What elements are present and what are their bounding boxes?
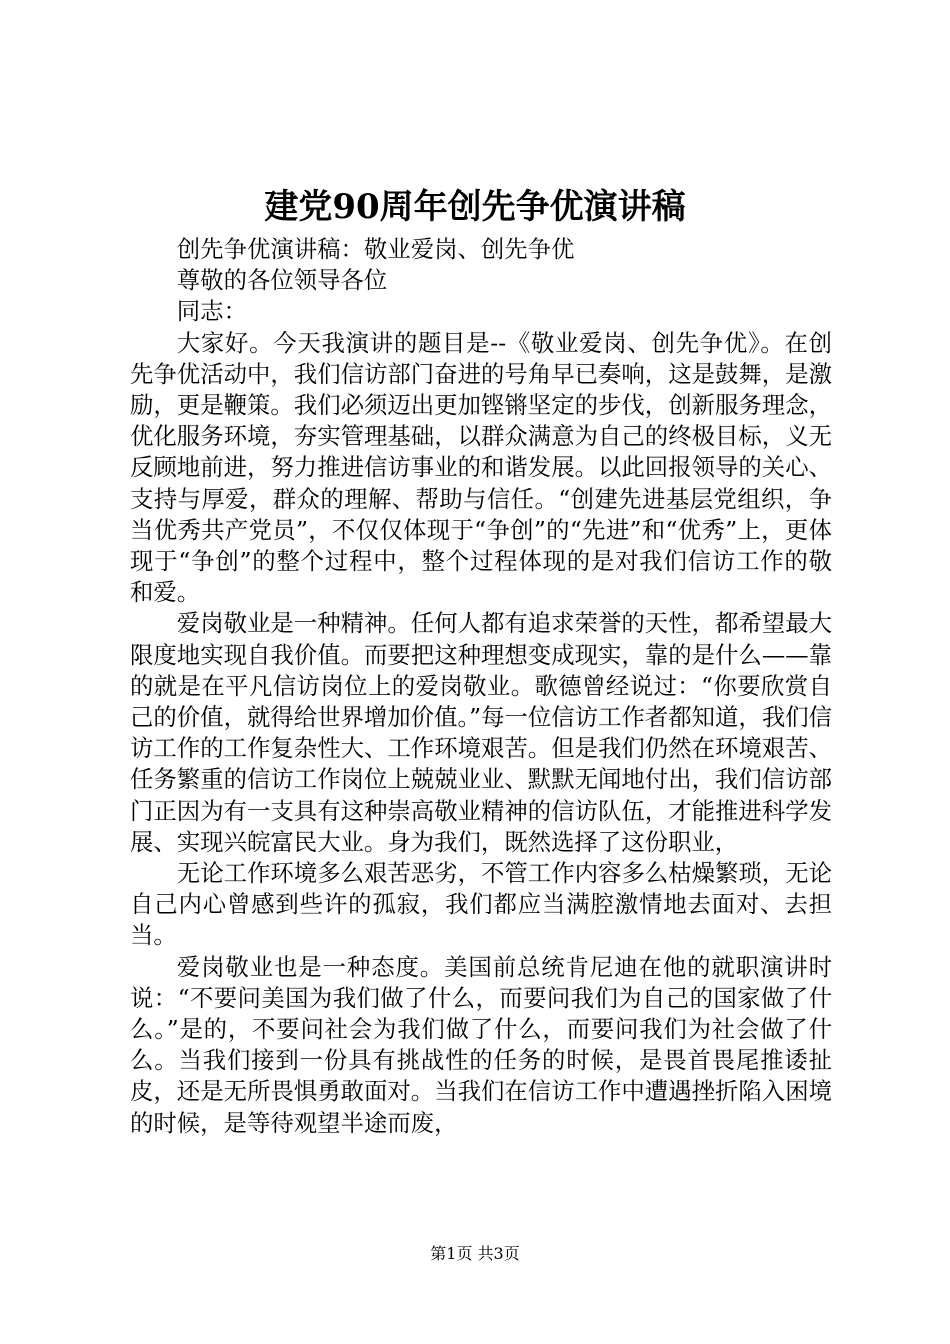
paragraph-hardship: 无论工作环境多么艰苦恶劣，不管工作内容多么枯燥繁琐，无论自己内心曾感到些许的孤寂，我们都应当满腔激情地去面对、去担当。 (130, 859, 832, 950)
paragraph-salutation: 尊敬的各位领导各位 (176, 266, 388, 295)
paragraph-spirit: 爱岗敬业是一种精神。任何人都有追求荣誉的天性，都希望最大限度地实现自我价值。而要把这种理想变成现实，靠的是什么——靠的就是在平凡信访岗位上的爱岗敬业。歌德曾经说过：“你要欣赏自己的价值，就得给世界增加价值。”每一位信访工作者都知道，我们信访工作的工作复杂性大、工作环境艰苦。但是我们仍然在环境艰苦、任务繁重的信访工作岗位上兢兢业业、默默无闻地付出，我们信访部门正因为有一支具有这种崇高敬业精神的信访队伍，才能推进科学发展、实现兴皖富民大业。身为我们，既然选择了这份职业， (130, 609, 832, 856)
document-title: 建党90周年创先争优演讲稿 (264, 187, 686, 227)
page-number-footer: 第1页 共3页 (430, 1244, 520, 1263)
paragraph-attitude: 爱岗敬业也是一种态度。美国前总统肯尼迪在他的就职演讲时说：“不要问美国为我们做了什么，而要问我们为自己的国家做了什么。”是的，不要问社会为我们做了什么，而要问我们为社会做了什么。当我们接到一份具有挑战性的任务的时候，是畏首畏尾推诿扯皮，还是无所畏惧勇敢面对。当我们在信访工作中遭遇挫折陷入困境的时候，是等待观望半途而废， (130, 952, 832, 1137)
paragraph-salutation-cont: 同志： (176, 297, 247, 326)
document-body (130, 234, 832, 1139)
paragraph-subtitle: 创先争优演讲稿：敬业爱岗、创先争优 (176, 235, 575, 263)
paragraph-intro: 大家好。今天我演讲的题目是--《敬业爱岗、创先争优》。在创先争优活动中，我们信访部门奋进的号角早已奏响，这是鼓舞，是激励，更是鞭策。我们必须迈出更加铿锵坚定的步伐，创新服务理念，优化服务环境，夯实管理基础，以群众满意为自己的终极目标，义无反顾地前进，努力推进信访事业的和谐发展。以此回报领导的关心、支持与厚爱，群众的理解、帮助与信任。“创建先进基层党组织，争当优秀共产党员”，不仅仅体现于“争创”的“先进”和“优秀”上，更体现于“争创”的整个过程中，整个过程体现的是对我们信访工作的敬和爱。 (130, 328, 832, 607)
